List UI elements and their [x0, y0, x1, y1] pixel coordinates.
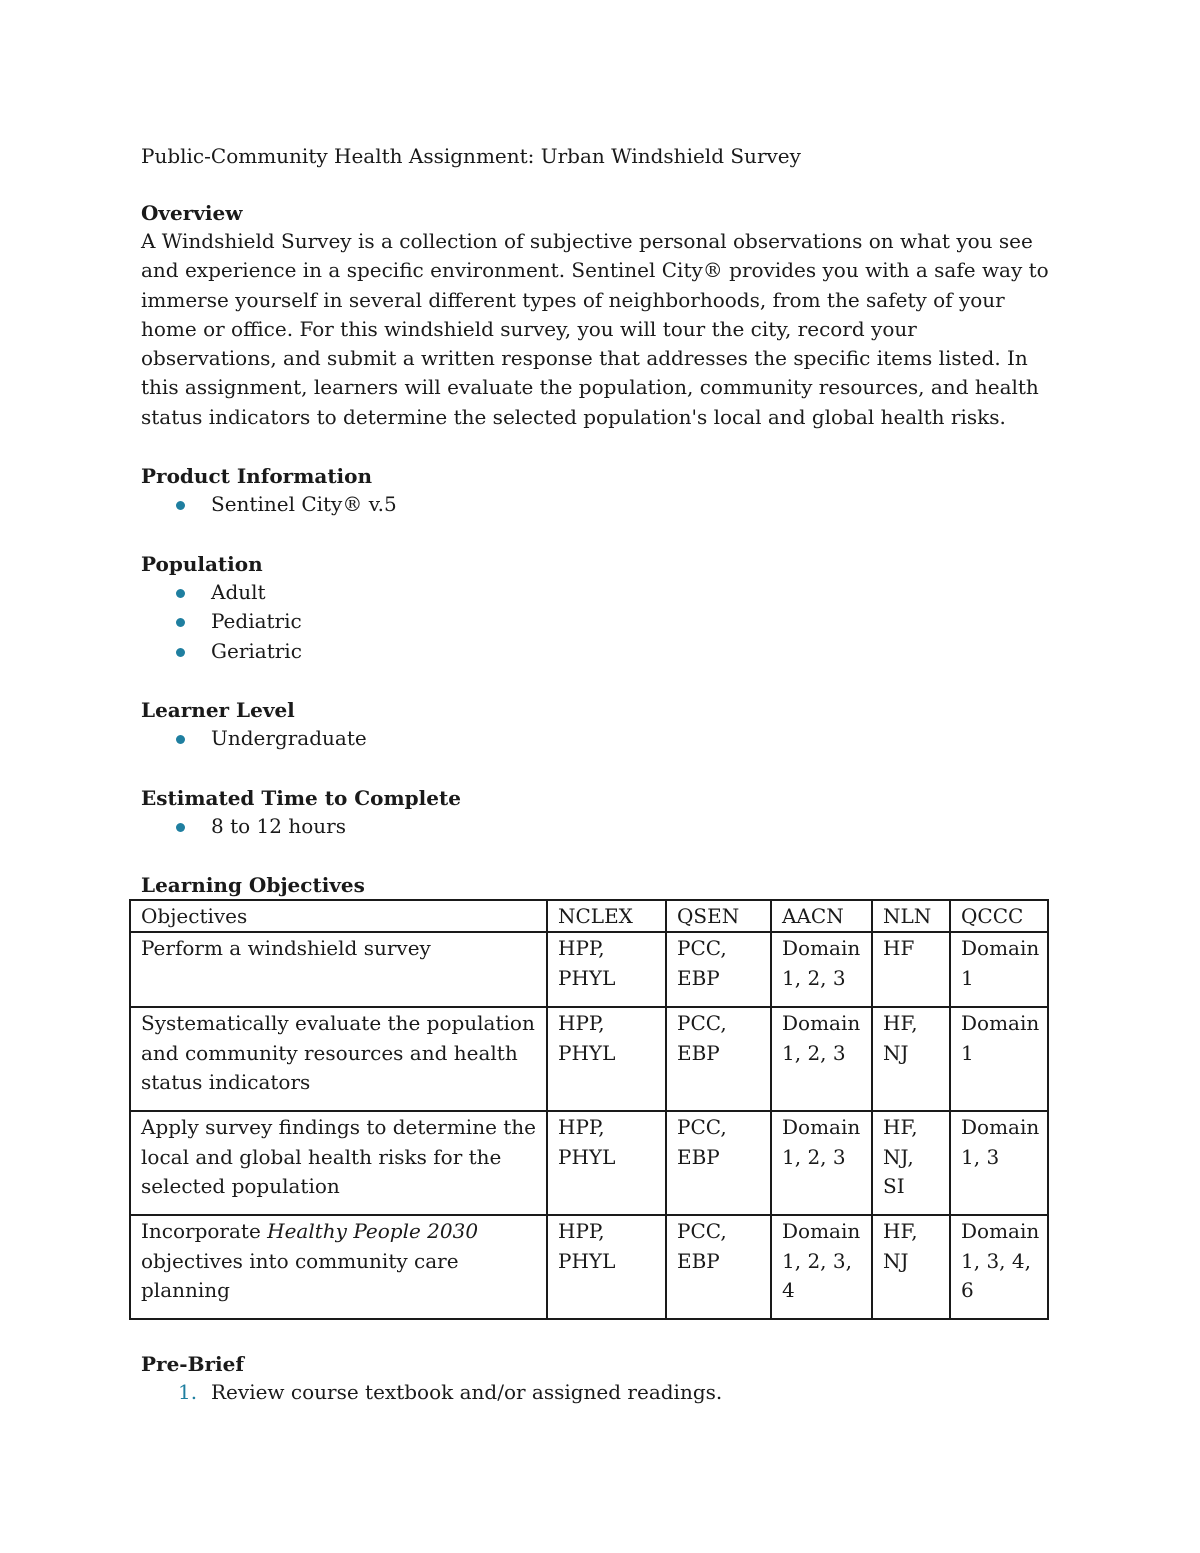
bullet-icon [176, 589, 185, 598]
qsen-cell: PCC, EBP [666, 1111, 771, 1215]
spacer [141, 171, 1051, 200]
spacer [141, 432, 1051, 463]
objective-cell: Apply survey findings to determine the local and global health risks for the selected population [130, 1111, 547, 1215]
qsen-cell: PCC, EBP [666, 1215, 771, 1319]
column-header: QSEN [666, 900, 771, 932]
list-item [141, 812, 1051, 842]
list-item [141, 637, 1051, 667]
product-information-heading: Product Information [141, 464, 373, 489]
healthy-people-title: Healthy People 2030 [267, 1219, 479, 1244]
qccc-cell: Domain 1, 3, 4, 6 [950, 1215, 1048, 1319]
qccc-cell: Domain 1, 3 [950, 1111, 1048, 1215]
list-item [141, 724, 1051, 754]
list-item [141, 1378, 1051, 1408]
bullet-icon [176, 735, 185, 744]
spacer [141, 520, 1051, 551]
nclex-cell: HPP, PHYL [547, 1215, 666, 1319]
list-item-text: Adult [211, 579, 266, 604]
objective-cell: Perform a windshield survey [130, 932, 547, 1007]
nclex-cell: HPP, PHYL [547, 932, 666, 1007]
list-item [141, 578, 1051, 608]
nln-cell: HF, NJ, SI [872, 1111, 950, 1215]
nclex-cell: HPP, PHYL [547, 1111, 666, 1215]
list-item-text: Geriatric [211, 638, 302, 663]
spacer [141, 1321, 1051, 1351]
pre-brief-heading: Pre-Brief [141, 1352, 244, 1377]
learner-level-list [141, 724, 1051, 754]
table-header-row [130, 900, 1048, 932]
table-row [130, 1111, 1048, 1215]
nln-cell: HF, NJ [872, 1007, 950, 1111]
objective-cell [130, 1215, 547, 1319]
list-item-text: Review course textbook and/or assigned readings. [211, 1380, 723, 1405]
aacn-cell: Domain 1, 2, 3 [771, 932, 872, 1007]
estimated-time-list [141, 812, 1051, 842]
learning-objectives-heading: Learning Objectives [141, 873, 365, 898]
list-item-text: Undergraduate [211, 726, 367, 751]
table-row [130, 1007, 1048, 1111]
list-item [141, 490, 1051, 520]
nln-cell: HF, NJ [872, 1215, 950, 1319]
list-item-text: 8 to 12 hours [211, 813, 346, 838]
column-header: NCLEX [547, 900, 666, 932]
overview-paragraph: A Windshield Survey is a collection of subjective personal observations on what you see and experience in a specific environment. Sentinel City® provides you with a safe way to immerse yourself in several different types of neighborhoods, from the safety of your home or office. For this windshield survey, you will tour the city, record your observations, and submit a written response that addresses the specific items listed. In this assignment, learners will evaluate the population, community resources, and health status indicators to determine the selected population's local and global health risks. [141, 229, 1049, 429]
population-list [141, 578, 1051, 667]
table-row [130, 1215, 1048, 1319]
qccc-cell: Domain 1 [950, 1007, 1048, 1111]
bullet-icon [176, 648, 185, 657]
table-row [130, 932, 1048, 1007]
objective-text: objectives into community care planning [141, 1248, 459, 1302]
document-title: Public-Community Health Assignment: Urban Windshield Survey [141, 144, 801, 168]
spacer [141, 841, 1051, 872]
product-information-list [141, 490, 1051, 520]
document-page [141, 141, 1051, 1408]
qsen-cell: PCC, EBP [666, 932, 771, 1007]
estimated-time-heading: Estimated Time to Complete [141, 785, 461, 810]
list-item-text: Sentinel City® v.5 [211, 492, 397, 517]
overview-heading: Overview [141, 201, 243, 225]
nclex-cell: HPP, PHYL [547, 1007, 666, 1111]
column-header: NLN [872, 900, 950, 932]
list-item [141, 607, 1051, 637]
learning-objectives-table-wrap [141, 899, 1051, 1321]
pre-brief-list [141, 1378, 1051, 1408]
list-item-text: Pediatric [211, 609, 302, 634]
list-number: 1. [178, 1380, 198, 1405]
spacer [141, 666, 1051, 697]
qccc-cell: Domain 1 [950, 932, 1048, 1007]
population-heading: Population [141, 551, 263, 576]
bullet-icon [176, 823, 185, 832]
aacn-cell: Domain 1, 2, 3 [771, 1007, 872, 1111]
nln-cell: HF [872, 932, 950, 1007]
objective-cell: Systematically evaluate the population and community resources and health status indicators [130, 1007, 547, 1111]
column-header: QCCC [950, 900, 1048, 932]
learner-level-heading: Learner Level [141, 698, 295, 723]
bullet-icon [176, 618, 185, 627]
spacer [141, 754, 1051, 785]
objective-text: Incorporate [141, 1219, 268, 1244]
column-header: AACN [771, 900, 872, 932]
qsen-cell: PCC, EBP [666, 1007, 771, 1111]
bullet-icon [176, 501, 185, 510]
aacn-cell: Domain 1, 2, 3 [771, 1111, 872, 1215]
aacn-cell: Domain 1, 2, 3, 4 [771, 1215, 872, 1319]
learning-objectives-table [129, 899, 1049, 1320]
column-header: Objectives [130, 900, 547, 932]
